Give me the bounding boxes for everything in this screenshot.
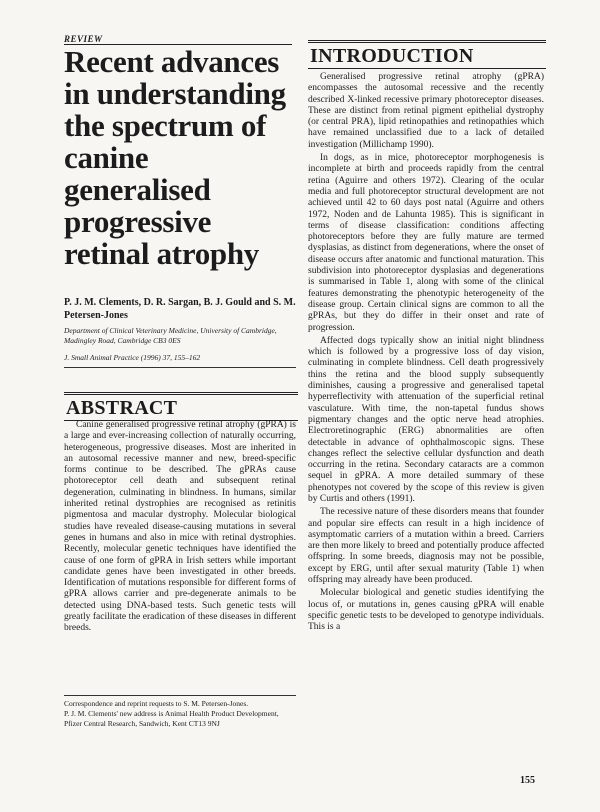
intro-paragraph-5: Molecular biological and genetic studies identifying the locus of, or mutations in, genes causing gPRA will enable specific genetic tests to be developed to genotype individuals. This is a [308,588,544,633]
intro-paragraph-4: The recessive nature of these disorders means that founder and popular sire effects can result in a high incidence of asymptomatic carriers of a mutation within a breed. Carriers are then more likely to breed and potentially produce affected offspring. In some breeds, diagnosis may not be possible, except by ERG, until after sexual maturity (Table 1) when offspring may already have been produced. [308,507,544,586]
intro-paragraph-1: Generalised progressive retinal atrophy (gPRA) encompasses the autosomal recessive and the recently described X-linked recessive primary photoreceptor diseases. These are distinct from retinal pigment epithelial dystrophy (or central PRA), lipid retinopathies and retinopathies which have remained unclassified due to a lack of detailed investigation (Millichamp 1990). [308,72,544,150]
correspondence-line: Correspondence and reprint requests to S. M. Petersen-Jones. [64,699,249,708]
correspondence-note [64,695,296,728]
intro-paragraph-2: In dogs, as in mice, photoreceptor morphogenesis is incomplete at birth and proceeds rapidly from the central retina (Aguirre and others 1972). Clearing of the ocular media and full photoreceptor structural development are not achieved until 42 to 60 days post natal (Aguirre and others 1972, Noden and de Lahunta 1985). This is significant in terms of disease classification: conditions affecting photoreceptors before they are fully mature are termed dysplasias, as distinct from degenerations, where the onset of disease occurs after anatomic and functional maturation. This subdivision into photoreceptor dysplasias and degenerations is summarised in Table 1, along with some of the clinical features demonstrating the phenotypic heterogeneity of the disease group. Certain clinical signs are common to all the gPRAs, but they do differ in their onset and rate of progression. [308,153,544,333]
journal-citation: J. Small Animal Practice (1996) 37, 155–162 [64,353,296,368]
article-title: Recent advances in understanding the spectrum of canine generalised progressive retinal atrophy [64,44,286,271]
intro-paragraph-3: Affected dogs typically show an initial night blindness which is followed by a progressive loss of day vision, culminating in complete blindness. Cell death progressively thins the retina and the blood supply subsequently diminishes, causing a progressive and generalised tapetal hyperreflectivity with attenuation of the superficial retinal vasculature. With time, the non-tapetal fundus shows pigmentary changes and the optic nerve head atrophies. Electroretinographic (ERG) abnormalities are often detectable in advance of ophthalmoscopic signs. These changes reflect the selective cellular dysfunction and death occurring in the retina. Secondary cataracts are a common sequel in gPRA. A more detailed summary of these phenotypes not covered by the scope of this review is given by Curtis and others (1991). [308,335,544,504]
introduction-heading: INTRODUCTION [308,40,546,69]
abstract-body [64,420,296,637]
abstract-text: Canine generalised progressive retinal atrophy (gPRA) is a large and ever-increasing collection of naturally occurring, heterogeneous, progressive diseases. Most are inherited in an autosomal recessive manner and new, breed-specific forms continue to be described. The gPRAs cause photoreceptor cell death and subsequent retinal degeneration, culminating in blindness. In humans, similar inherited retinal dystrophies are recognised as retinitis pigmentosa and macular dystrophy. Molecular biological studies have revealed disease-causing mutations in several genes in humans and also in mice with retinal dystrophies. Recently, molecular genetic techniques have identified the cause of one form of gPRA in Irish setters while important candidate genes have been investigated in other breeds. Identification of mutations responsible for different forms of gPRA allows carrier and pre-degenerate animals to be detected using DNA-based tests. Such genetic tests will greatly facilitate the eradication of these diseases in different breeds. [64,420,296,634]
address-note: P. J. M. Clements' new address is Animal Health Product Development, Pfizer Central Research, Sandwich, Kent CT13 9NJ [64,708,279,728]
affiliation: Department of Clinical Veterinary Medicine, University of Cambridge, Madingley Road, Cambridge CB3 0ES [64,326,277,345]
authors: P. J. M. Clements, D. R. Sargan, B. J. Gould and S. M. Petersen-Jones [64,297,296,321]
abstract-heading: ABSTRACT [64,392,298,421]
section-label: REVIEW [64,34,103,44]
introduction-body [308,72,544,636]
page-number: 155 [520,775,535,786]
